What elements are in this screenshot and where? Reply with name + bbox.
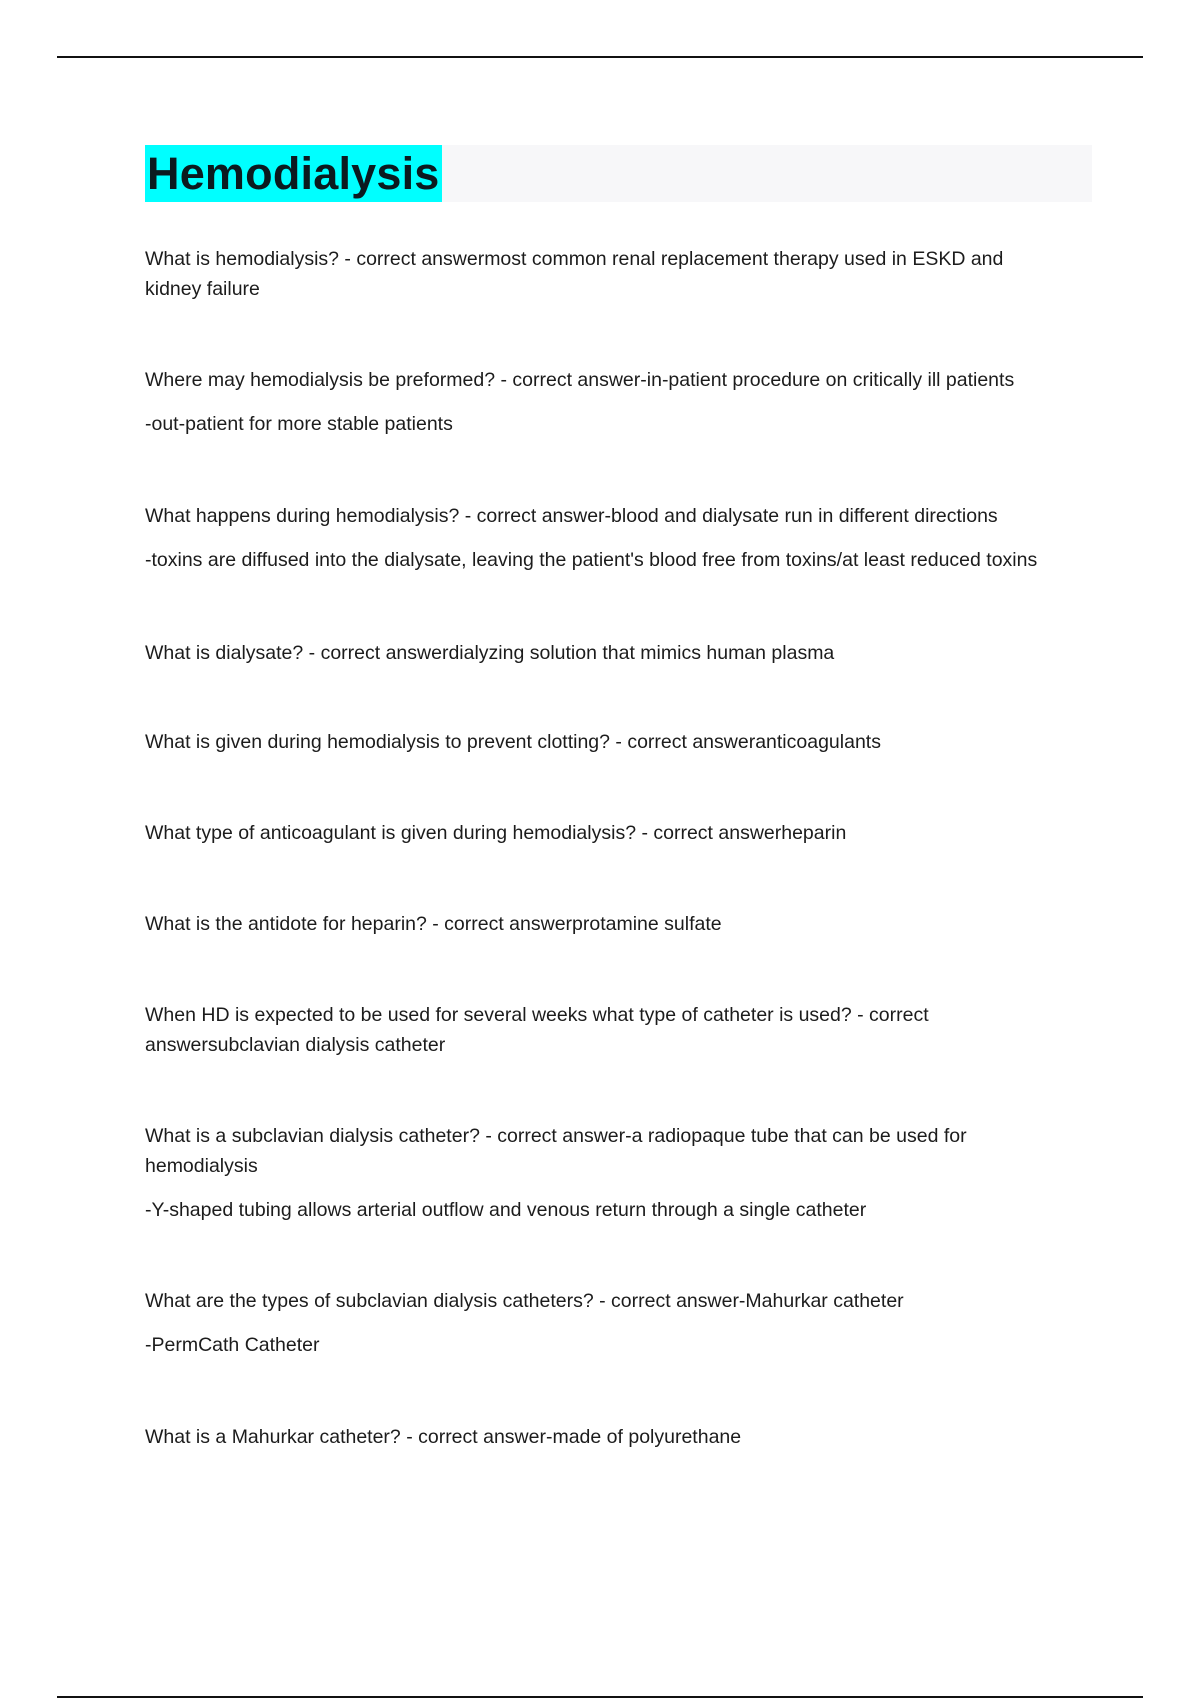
qa-item-9 — [145, 1121, 1015, 1225]
qa-item-10 — [145, 1286, 1095, 1360]
qa-item-8 — [145, 1000, 975, 1060]
qa-line: -toxins are diffused into the dialysate, leaving the patient's blood free from toxins/at least reduced toxins — [145, 549, 1038, 571]
qa-item-3 — [145, 501, 1095, 575]
qa-line: Where may hemodialysis be preformed? - correct answer-in-patient procedure on critically ill patients — [145, 369, 1015, 391]
qa-line: What type of anticoagulant is given during hemodialysis? - correct answerheparin — [145, 822, 847, 844]
qa-line: -out-patient for more stable patients — [145, 413, 453, 435]
qa-item-11 — [145, 1422, 1095, 1452]
qa-line: What is a Mahurkar catheter? - correct answer-made of polyurethane — [145, 1426, 742, 1448]
qa-line: What are the types of subclavian dialysis catheters? - correct answer-Mahurkar catheter — [145, 1290, 904, 1312]
qa-line: What is a subclavian dialysis catheter? - correct answer-a radiopaque tube that can be used for hemodialysis — [145, 1125, 967, 1177]
top-rule — [57, 56, 1143, 58]
qa-item-6 — [145, 818, 1095, 848]
qa-line: What is dialysate? - correct answerdialyzing solution that mimics human plasma — [145, 642, 835, 664]
qa-line: What is given during hemodialysis to prevent clotting? - correct answeranticoagulants — [145, 731, 881, 753]
bottom-rule — [57, 1696, 1143, 1698]
qa-line: When HD is expected to be used for several weeks what type of catheter is used? - correct answersubclavian dialysis catheter — [145, 1004, 929, 1056]
page-title: Hemodialysis — [145, 145, 442, 202]
qa-item-1 — [145, 244, 1045, 304]
qa-item-7 — [145, 909, 1095, 939]
qa-item-4 — [145, 638, 1095, 668]
qa-line: -Y-shaped tubing allows arterial outflow and venous return through a single catheter — [145, 1199, 867, 1221]
qa-line: -PermCath Catheter — [145, 1334, 320, 1356]
qa-line: What happens during hemodialysis? - correct answer-blood and dialysate run in different directions — [145, 505, 998, 527]
qa-item-5 — [145, 727, 1095, 757]
qa-item-2 — [145, 365, 1095, 439]
qa-line: What is hemodialysis? - correct answermost common renal replacement therapy used in ESKD and kidney failure — [145, 248, 1004, 300]
qa-line: What is the antidote for heparin? - correct answerprotamine sulfate — [145, 913, 722, 935]
